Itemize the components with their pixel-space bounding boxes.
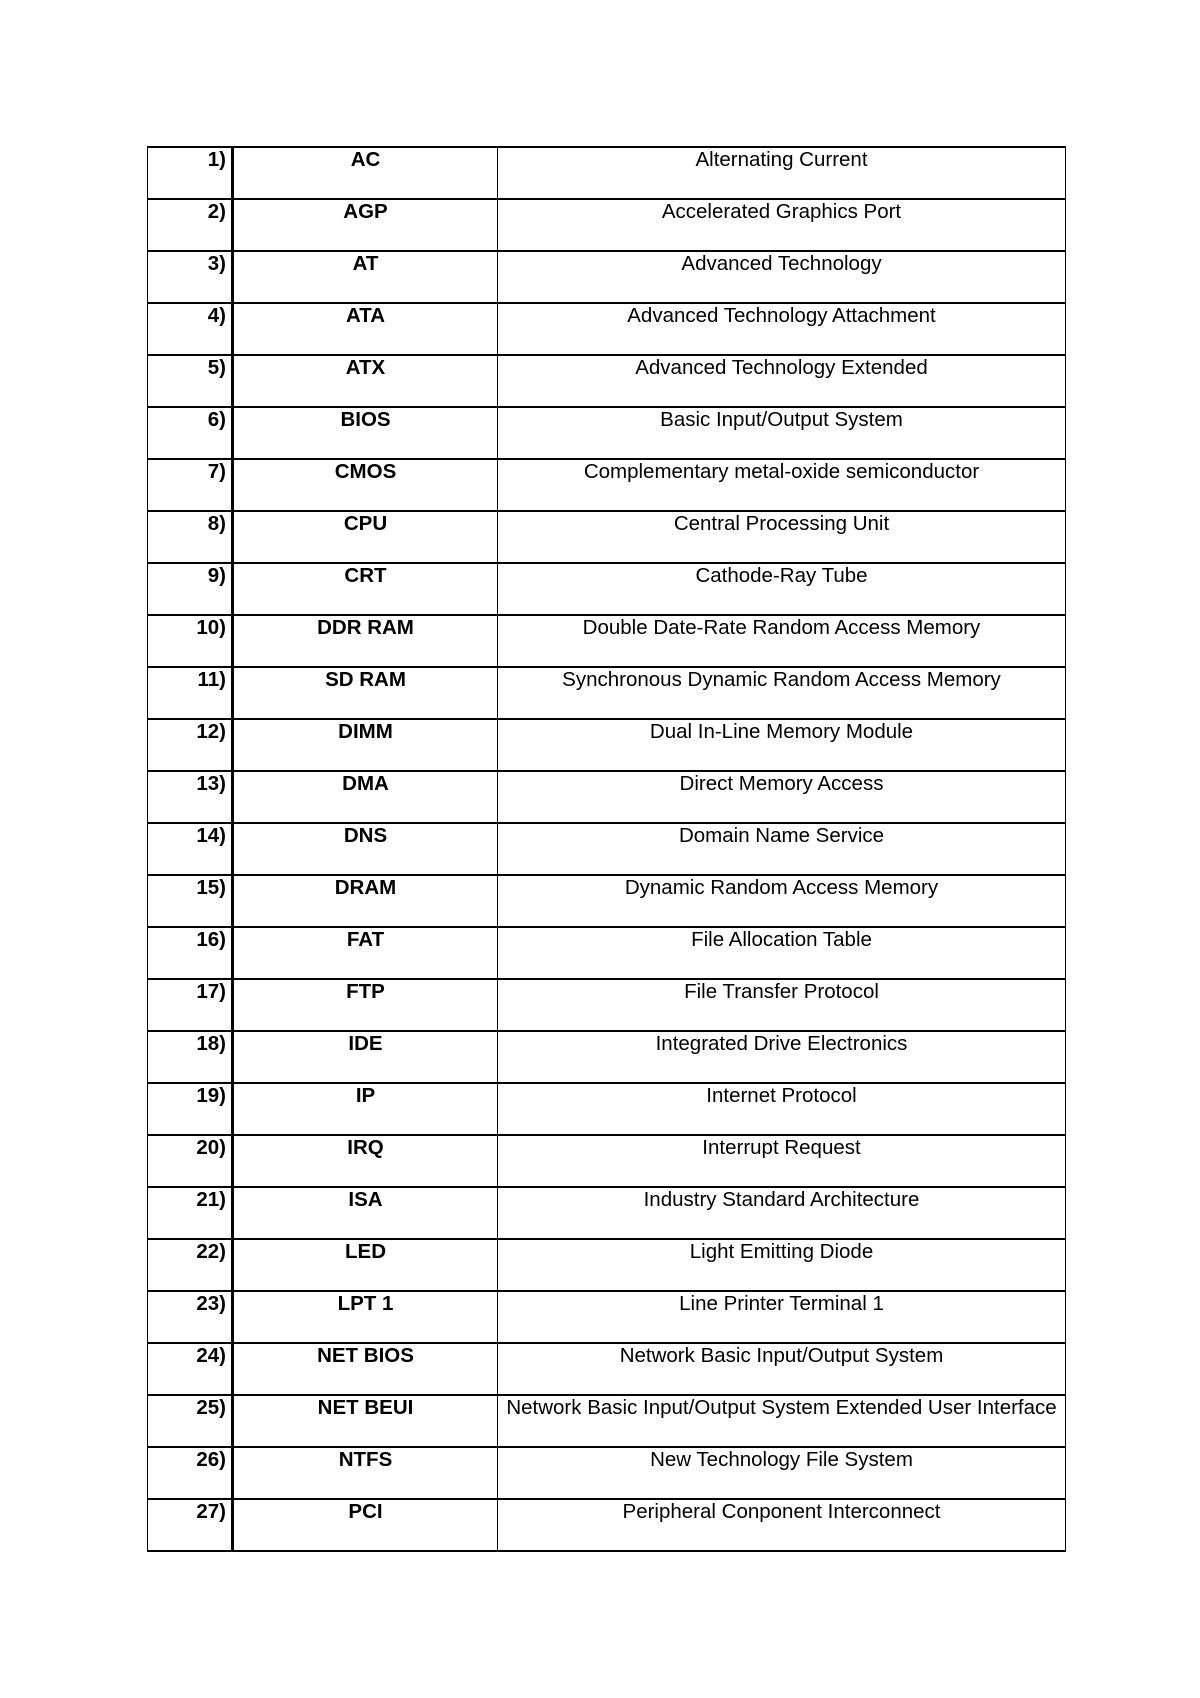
row-number: 24): [148, 1343, 233, 1395]
full-name-cell: Interrupt Request: [498, 1135, 1066, 1187]
abbreviation-cell: IDE: [233, 1031, 498, 1083]
table-row: [148, 1031, 1066, 1083]
abbreviation-cell: PCI: [233, 1499, 498, 1551]
table-row: [148, 563, 1066, 615]
full-name-cell: Industry Standard Architecture: [498, 1187, 1066, 1239]
full-name-cell: Synchronous Dynamic Random Access Memory: [498, 667, 1066, 719]
row-number: 2): [148, 199, 233, 251]
table-row: [148, 459, 1066, 511]
table-row: [148, 615, 1066, 667]
abbreviation-cell: SD RAM: [233, 667, 498, 719]
row-number: 26): [148, 1447, 233, 1499]
table-row: [148, 927, 1066, 979]
table-row: [148, 147, 1066, 199]
full-name-cell: Advanced Technology Attachment: [498, 303, 1066, 355]
row-number: 27): [148, 1499, 233, 1551]
table-row: [148, 251, 1066, 303]
full-name-cell: Central Processing Unit: [498, 511, 1066, 563]
full-name-cell: New Technology File System: [498, 1447, 1066, 1499]
table-row: [148, 1291, 1066, 1343]
full-name-cell: Light Emitting Diode: [498, 1239, 1066, 1291]
row-number: 11): [148, 667, 233, 719]
abbreviation-cell: DIMM: [233, 719, 498, 771]
row-number: 3): [148, 251, 233, 303]
full-name-cell: Network Basic Input/Output System: [498, 1343, 1066, 1395]
full-name-cell: Dynamic Random Access Memory: [498, 875, 1066, 927]
row-number: 15): [148, 875, 233, 927]
row-number: 1): [148, 147, 233, 199]
table-row: [148, 1499, 1066, 1551]
row-number: 17): [148, 979, 233, 1031]
abbreviation-cell: DMA: [233, 771, 498, 823]
row-number: 12): [148, 719, 233, 771]
abbreviation-cell: ATA: [233, 303, 498, 355]
full-name-cell: Peripheral Conponent Interconnect: [498, 1499, 1066, 1551]
table-row: [148, 771, 1066, 823]
table-row: [148, 979, 1066, 1031]
abbreviation-cell: DNS: [233, 823, 498, 875]
row-number: 5): [148, 355, 233, 407]
table-row: [148, 719, 1066, 771]
abbreviation-cell: DRAM: [233, 875, 498, 927]
table-row: [148, 1239, 1066, 1291]
full-name-cell: Accelerated Graphics Port: [498, 199, 1066, 251]
row-number: 9): [148, 563, 233, 615]
table-row: [148, 303, 1066, 355]
full-name-cell: Direct Memory Access: [498, 771, 1066, 823]
row-number: 21): [148, 1187, 233, 1239]
abbreviations-table-body: [148, 147, 1066, 1551]
table-row: [148, 1395, 1066, 1447]
full-name-cell: Integrated Drive Electronics: [498, 1031, 1066, 1083]
abbreviation-cell: ISA: [233, 1187, 498, 1239]
table-row: [148, 823, 1066, 875]
row-number: 10): [148, 615, 233, 667]
abbreviation-cell: CMOS: [233, 459, 498, 511]
full-name-cell: Domain Name Service: [498, 823, 1066, 875]
full-name-cell: Complementary metal-oxide semiconductor: [498, 459, 1066, 511]
row-number: 18): [148, 1031, 233, 1083]
table-row: [148, 355, 1066, 407]
abbreviation-cell: BIOS: [233, 407, 498, 459]
abbreviation-cell: DDR RAM: [233, 615, 498, 667]
table-row: [148, 1343, 1066, 1395]
full-name-cell: Advanced Technology Extended: [498, 355, 1066, 407]
table-row: [148, 1187, 1066, 1239]
abbreviation-cell: AC: [233, 147, 498, 199]
full-name-cell: Alternating Current: [498, 147, 1066, 199]
abbreviation-cell: LPT 1: [233, 1291, 498, 1343]
table-row: [148, 407, 1066, 459]
full-name-cell: Dual In-Line Memory Module: [498, 719, 1066, 771]
full-name-cell: Line Printer Terminal 1: [498, 1291, 1066, 1343]
full-name-cell: Basic Input/Output System: [498, 407, 1066, 459]
abbreviation-cell: ATX: [233, 355, 498, 407]
abbreviation-cell: CRT: [233, 563, 498, 615]
row-number: 7): [148, 459, 233, 511]
abbreviation-cell: IRQ: [233, 1135, 498, 1187]
abbreviation-cell: AT: [233, 251, 498, 303]
row-number: 6): [148, 407, 233, 459]
row-number: 22): [148, 1239, 233, 1291]
full-name-cell: File Transfer Protocol: [498, 979, 1066, 1031]
full-name-cell: File Allocation Table: [498, 927, 1066, 979]
abbreviation-cell: NET BEUI: [233, 1395, 498, 1447]
row-number: 14): [148, 823, 233, 875]
abbreviation-cell: NET BIOS: [233, 1343, 498, 1395]
document-page: [147, 146, 1065, 1552]
table-row: [148, 1083, 1066, 1135]
row-number: 25): [148, 1395, 233, 1447]
full-name-cell: Advanced Technology: [498, 251, 1066, 303]
row-number: 16): [148, 927, 233, 979]
row-number: 23): [148, 1291, 233, 1343]
abbreviation-cell: FAT: [233, 927, 498, 979]
row-number: 13): [148, 771, 233, 823]
table-row: [148, 667, 1066, 719]
table-row: [148, 1135, 1066, 1187]
table-row: [148, 875, 1066, 927]
abbreviation-cell: AGP: [233, 199, 498, 251]
abbreviations-table: [147, 146, 1066, 1552]
abbreviation-cell: IP: [233, 1083, 498, 1135]
table-row: [148, 1447, 1066, 1499]
abbreviation-cell: NTFS: [233, 1447, 498, 1499]
abbreviation-cell: LED: [233, 1239, 498, 1291]
row-number: 19): [148, 1083, 233, 1135]
table-row: [148, 199, 1066, 251]
full-name-cell: Cathode-Ray Tube: [498, 563, 1066, 615]
row-number: 20): [148, 1135, 233, 1187]
abbreviation-cell: FTP: [233, 979, 498, 1031]
full-name-cell: Double Date-Rate Random Access Memory: [498, 615, 1066, 667]
row-number: 4): [148, 303, 233, 355]
row-number: 8): [148, 511, 233, 563]
abbreviation-cell: CPU: [233, 511, 498, 563]
full-name-cell: Internet Protocol: [498, 1083, 1066, 1135]
table-row: [148, 511, 1066, 563]
full-name-cell: Network Basic Input/Output System Extended User Interface: [498, 1395, 1066, 1447]
